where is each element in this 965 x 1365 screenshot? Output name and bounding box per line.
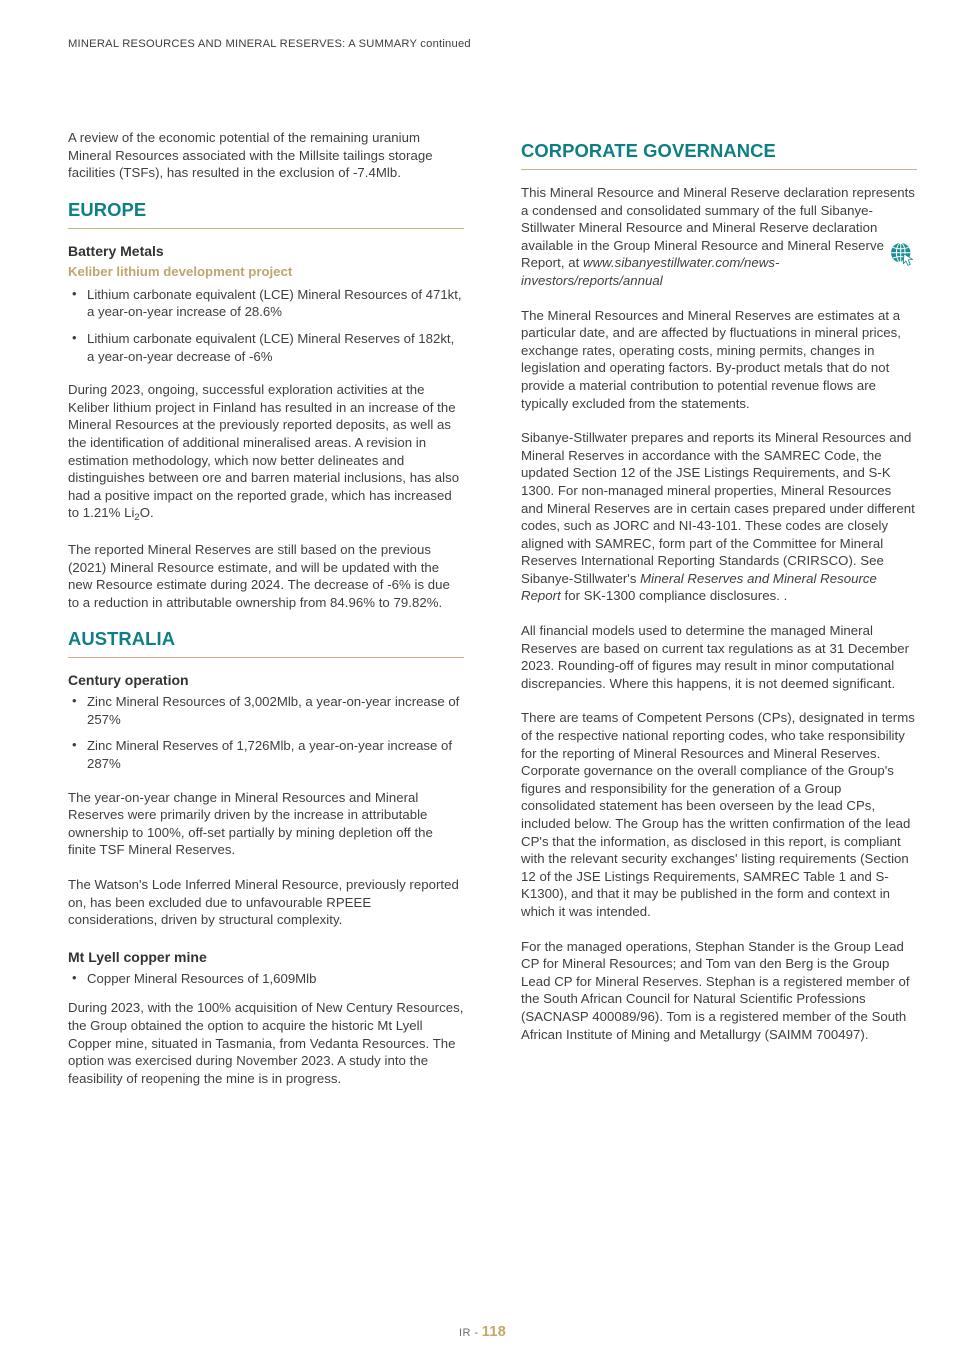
keliber-project-heading: Keliber lithium development project bbox=[68, 263, 293, 279]
keliber-exploration-paragraph bbox=[68, 381, 464, 524]
samrec-code-paragraph bbox=[521, 429, 917, 605]
samrec-tail-text: for SK-1300 compliance disclosures. . bbox=[560, 588, 788, 604]
financial-models-paragraph: All financial models used to determine the managed Mineral Reserves are based on current tax regulations as at 31 December 2023. Rounding-off of figures may result in minor computational discrepancies. Where this happens, it is not deemed significant. bbox=[521, 623, 910, 691]
list-item: • Lithium carbonate equivalent (LCE) Mineral Reserves of 182kt, a year-on-year decrease of -6% bbox=[68, 330, 464, 365]
keliber-exploration-text-a: During 2023, ongoing, successful exploration activities at the Keliber lithium project in Finland has resulted in an increase of the Mineral Resources at the previously reported deposits, as well as the identification of additional mineralised areas. A revision in estimation methodology, which now better delineates and distinguishes between ore and barren material inclusions, has also had a positive impact on the reported grade, which has increased to 1.21% Li bbox=[68, 382, 460, 521]
running-header: MINERAL RESOURCES AND MINERAL RESERVES: A SUMMARY continued bbox=[68, 38, 471, 50]
report-url-link[interactable]: www.sibanyestillwater.com/news-investors/reports/annual bbox=[521, 255, 780, 288]
two-column-body bbox=[68, 129, 917, 1087]
mt-lyell-subheading: Mt Lyell copper mine bbox=[68, 948, 207, 965]
footer-prefix: IR - bbox=[458, 1327, 479, 1339]
corporate-governance-section-header bbox=[521, 140, 917, 170]
declaration-lead-text: This Mineral Resource and Mineral Reserve declaration represents a condensed and consolidated summary of the full Sibanye-Stillwater Mineral Resource and Mineral Reserve declaration available in the Group Mineral Resource and Mineral Reserve Report, at bbox=[521, 185, 915, 271]
europe-heading: EUROPE bbox=[68, 199, 464, 229]
left-column bbox=[68, 129, 464, 1087]
competent-persons-paragraph: There are teams of Competent Persons (CPs), designated in terms of the respective national reporting codes, who take responsibility for the reporting of Mineral Resources and Mineral Reserves. Corporate governance on the overall compliance of the Group's figures and responsibility for the generation of a Group consolidated statement has been overseen by the lead CPs, included below. The Group has the written confirmation of the lead CP's that the information, as disclosed in this report, is compliant with the relevant security exchanges' listing requirements (Section 12 of the JSE Listings Requirements, SAMREC Table 1 and S-K1300), and that it may be published in the form and context in which it was intended. bbox=[521, 710, 915, 919]
keliber-bullet-list bbox=[68, 286, 464, 365]
century-operation-subheading: Century operation bbox=[68, 672, 189, 689]
samrec-lead-text: Sibanye-Stillwater prepares and reports its Mineral Resources and Mineral Reserves in accordance with the SAMREC Code, the updated Section 12 of the JSE Listings Requirements, and S-K 1300. For non-managed mineral properties, Mineral Resources and Mineral Reserves are in certain cases prepared under different codes, such as JORC and NI-43-101. These codes are closely aligned with SAMREC, form part of the Committee for Mineral Reserves International Reporting Standards (CRIRSCO). See Sibanye-Stillwater's bbox=[521, 430, 915, 586]
corporate-governance-heading: CORPORATE GOVERNANCE bbox=[521, 140, 917, 170]
globe-cursor-icon[interactable] bbox=[889, 241, 914, 266]
list-item: • Copper Mineral Resources of 1,609Mlb bbox=[68, 970, 464, 988]
list-item: • Zinc Mineral Resources of 3,002Mlb, a year-on-year increase of 257% bbox=[68, 693, 464, 728]
page-footer bbox=[0, 1324, 965, 1340]
watsons-lode-paragraph: The Watson's Lode Inferred Mineral Resource, previously reported on, has been excluded due to unfavourable RPEEE considerations, driven by structural complexity. bbox=[68, 877, 459, 928]
australia-heading: AUSTRALIA bbox=[68, 628, 464, 658]
declaration-paragraph bbox=[521, 184, 917, 290]
list-item: • Zinc Mineral Reserves of 1,726Mlb, a year-on-year increase of 287% bbox=[68, 737, 464, 772]
page-number: 118 bbox=[481, 1324, 507, 1340]
mt-lyell-bullet-list bbox=[68, 970, 464, 988]
report-title-italic: Mineral Reserves and Mineral Resource Report bbox=[521, 570, 877, 604]
australia-section-header bbox=[68, 628, 464, 658]
europe-section-header bbox=[68, 199, 464, 229]
uranium-intro-paragraph: A review of the economic potential of the remaining uranium Mineral Resources associated with the Millsite tailings storage facilities (TSFs), has resulted in the exclusion of -7.4Mlb. bbox=[68, 130, 433, 181]
mt-lyell-paragraph: During 2023, with the 100% acquisition of New Century Resources, the Group obtained the option to acquire the historic Mt Lyell Copper mine, situated in Tasmania, from Vedanta Resources. The option was exercised during November 2023. A study into the feasibility of reopening the mine is in progress. bbox=[68, 1000, 464, 1086]
lead-cp-paragraph: For the managed operations, Stephan Stander is the Group Lead CP for Mineral Resources; and Tom van den Berg is the Group Lead CP for Mineral Reserves. Stephan is a registered member of the South African Council for Natural Scientific Professions (SACNASP 400089/96). Tom is a registered member of the South African Institute of Mining and Metallurgy (SAIMM 700497). bbox=[521, 938, 910, 1042]
century-bullet-list bbox=[68, 693, 464, 772]
keliber-reserves-paragraph: The reported Mineral Reserves are still based on the previous (2021) Mineral Resource estimate, and will be updated with the new Resource estimate during 2024. The decrease of -6% is due to a reduction in attributable ownership from 84.96% to 79.82%. bbox=[68, 541, 450, 610]
list-item: • Lithium carbonate equivalent (LCE) Mineral Resources of 471kt, a year-on-year increase of 28.6% bbox=[68, 286, 464, 321]
right-column bbox=[521, 129, 917, 1087]
li2o-subscript: 2 bbox=[134, 512, 140, 524]
keliber-exploration-text-b: O. bbox=[139, 505, 154, 521]
century-yoy-paragraph: The year-on-year change in Mineral Resources and Mineral Reserves were primarily driven by the increase in attributable ownership to 100%, off-set partially by mining depletion off the finite TSF Mineral Reserves. bbox=[68, 789, 433, 858]
battery-metals-subheading: Battery Metals bbox=[68, 242, 164, 259]
estimates-paragraph: The Mineral Resources and Mineral Reserves are estimates at a particular date, and are affected by fluctuations in mineral prices, exchange rates, operating costs, mining permits, changes in legislation and operating factors. By-product metals that do not provide a material contribution to potential revenue flows are typically excluded from the statements. bbox=[521, 307, 901, 411]
